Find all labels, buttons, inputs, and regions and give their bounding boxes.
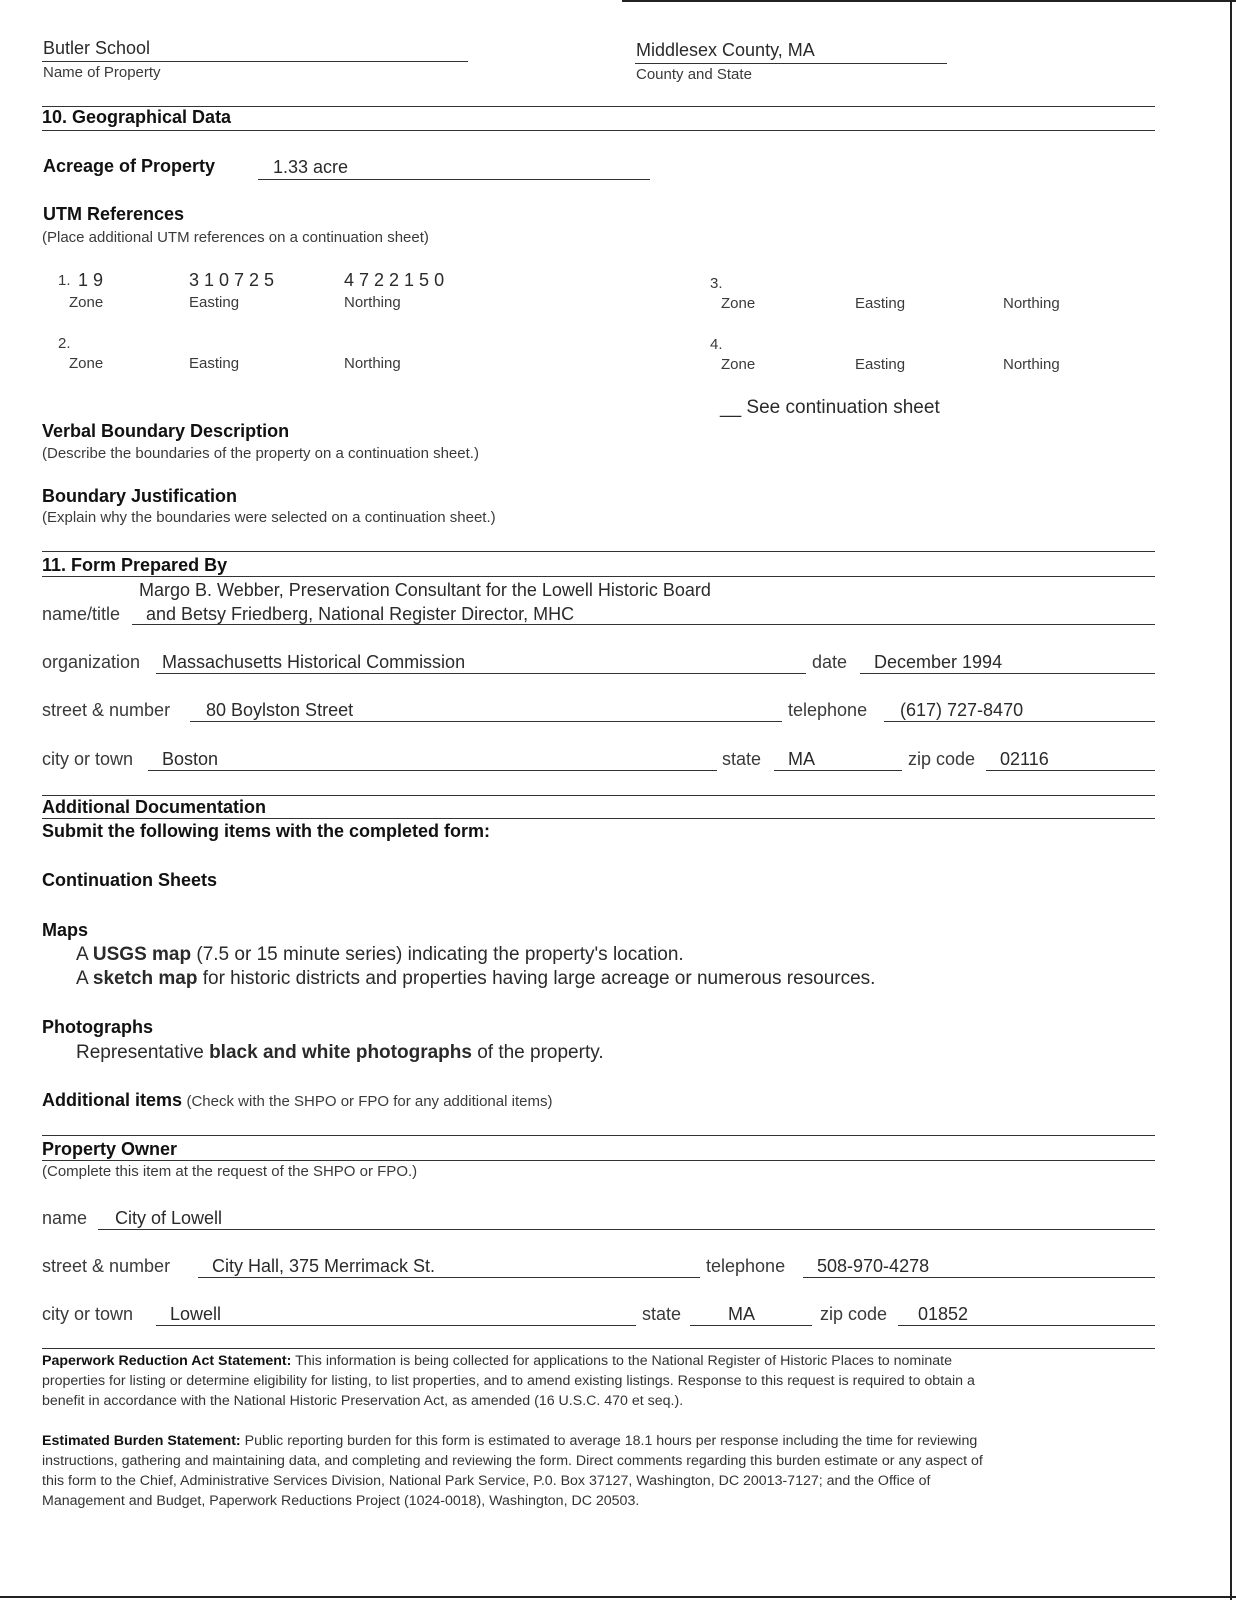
owner-state-label: state [642, 1304, 682, 1324]
photographs-item: Representative black and white photographs of the property. [76, 1042, 604, 1063]
utm-zone-label: Zone [69, 294, 104, 311]
utm-zone-label: Zone [721, 295, 756, 312]
telephone-value: (617) 727-8470 [900, 700, 1024, 720]
section-title: 10. Geographical Data [42, 107, 232, 127]
organization-value: Massachusetts Historical Commission [162, 652, 466, 672]
paperwork-reduction-statement: Paperwork Reduction Act Statement: This information is being collected for applications to the National Register of Historic Places to nominate properties for listing or determine eligibility for listing, to list properties, and to amend existing listings. Response to this request is required to obtain a benefit in accordance with the National Historic Preservation Act, as amended (16 U.S.C. 470 et seq.). [42, 1353, 975, 1409]
owner-state-value: MA [728, 1304, 755, 1324]
submit-instruction: Submit the following items with the completed form: [42, 821, 491, 841]
county-state-underline [635, 63, 947, 64]
usgs-map-term: USGS map [92, 944, 192, 965]
owner-city-value: Lowell [170, 1304, 222, 1324]
utm-ref-number: 3. [710, 275, 723, 292]
owner-zip-label: zip code [820, 1304, 888, 1324]
verbal-boundary-title: Verbal Boundary Description [42, 421, 290, 441]
zip-code-underline [986, 770, 1155, 771]
section-rule [42, 576, 1155, 577]
utm-zone-label: Zone [721, 356, 756, 373]
section-title: Property Owner [42, 1139, 178, 1159]
utm-northing-label: Northing [1003, 356, 1060, 373]
owner-note: (Complete this item at the request of the SHPO or FPO.) [42, 1163, 418, 1180]
utm-northing-value: 4 7 2 2 1 5 0 [344, 270, 445, 290]
name-title-value-line2: and Betsy Friedberg, National Register Director, MHC [146, 604, 575, 624]
additional-items-note: (Check with the SHPO or FPO for any additional items) [186, 1093, 553, 1110]
zip-code-label: zip code [908, 749, 976, 769]
owner-name-value: City of Lowell [115, 1208, 223, 1228]
section-rule [42, 551, 1155, 552]
verbal-boundary-note: (Describe the boundaries of the property on a continuation sheet.) [42, 445, 479, 462]
scan-edge-bottom [0, 1596, 1236, 1598]
utm-easting-label: Easting [189, 355, 240, 372]
utm-zone-label: Zone [69, 355, 104, 372]
utm-easting-value: 3 1 0 7 2 5 [189, 270, 275, 290]
section-title: 11. Form Prepared By [42, 555, 228, 575]
utm-easting-label: Easting [189, 294, 240, 311]
street-number-underline [190, 721, 782, 722]
acreage-value: 1.33 acre [273, 157, 349, 177]
paperwork-statement-title: Paperwork Reduction Act Statement: [42, 1353, 292, 1369]
owner-zip-underline [898, 1325, 1155, 1326]
utm-northing-label: Northing [1003, 295, 1060, 312]
utm-zone-value: 1 9 [78, 270, 104, 290]
owner-telephone-value: 508-970-4278 [817, 1256, 930, 1276]
owner-street-underline [198, 1277, 700, 1278]
name-title-value-line1: Margo B. Webber, Preservation Consultant for the Lowell Historic Board [139, 580, 711, 600]
county-state: Middlesex County, MA [636, 40, 815, 60]
owner-telephone-underline [803, 1277, 1155, 1278]
sketch-map-term: sketch map [92, 968, 198, 989]
boundary-justification-title: Boundary Justification [42, 486, 238, 506]
additional-items [42, 1090, 552, 1111]
utm-northing-label: Northing [344, 294, 401, 311]
owner-street-value: City Hall, 375 Merrimack St. [212, 1256, 436, 1276]
section-rule [42, 1135, 1155, 1136]
section-rule [42, 130, 1155, 131]
owner-street-label: street & number [42, 1256, 171, 1276]
additional-items-heading: Additional items [42, 1090, 183, 1110]
utm-ref-number: 1. [58, 272, 71, 289]
estimated-burden-statement: Estimated Burden Statement: Public reporting burden for this form is estimated to average 18.1 hours per response including the time for reviewing instructions, gathering and maintaining data, and completing and reviewing the form. Direct comments regarding this burden estimate or any aspect of this form to the Chief, Administrative Services Division, National Park Service, P.0. Box 37127, Washington, DC 20013-7127; and the Office of Management and Budget, Paperwork Reductions Project (1024-0018), Washington, DC 20503. [42, 1433, 983, 1509]
city-town-label: city or town [42, 749, 134, 769]
date-label: date [812, 652, 848, 672]
utm-ref-number: 4. [710, 336, 723, 353]
section-rule [42, 1348, 1155, 1349]
continuation-sheets-heading: Continuation Sheets [42, 870, 217, 890]
property-name: Butler School [43, 38, 151, 58]
section-rule [42, 795, 1155, 796]
boundary-justification-note: (Explain why the boundaries were selected on a continuation sheet.) [42, 509, 496, 526]
street-number-label: street & number [42, 700, 171, 720]
maps-item-sketch: A sketch map for historic districts and properties having large acreage or numerous resources. [76, 968, 876, 989]
property-name-underline [42, 61, 468, 62]
photographs-heading: Photographs [42, 1017, 153, 1037]
date-value: December 1994 [874, 652, 1003, 672]
organization-underline [156, 673, 806, 674]
section-rule [42, 1160, 1155, 1161]
name-title-label: name/title [42, 604, 121, 624]
utm-easting-label: Easting [855, 295, 906, 312]
utm-title: UTM References [43, 204, 185, 224]
photographs-term: black and white photographs [209, 1042, 472, 1063]
county-state-caption: County and State [636, 66, 752, 83]
city-town-value: Boston [162, 749, 219, 769]
utm-note: (Place additional UTM references on a continuation sheet) [42, 229, 429, 246]
acreage-label: Acreage of Property [43, 156, 216, 176]
burden-statement-title: Estimated Burden Statement: [42, 1433, 241, 1449]
state-label: state [722, 749, 762, 769]
zip-code-value: 02116 [1000, 749, 1049, 769]
telephone-label: telephone [788, 700, 868, 720]
telephone-underline [884, 721, 1155, 722]
acreage-underline [258, 179, 650, 180]
owner-name-label: name [42, 1208, 88, 1228]
date-underline [860, 673, 1155, 674]
owner-telephone-label: telephone [706, 1256, 786, 1276]
utm-northing-label: Northing [344, 355, 401, 372]
see-continuation-checkbox[interactable]: __ See continuation sheet [720, 397, 940, 418]
owner-state-underline [690, 1325, 812, 1326]
owner-zip-value: 01852 [918, 1304, 969, 1324]
owner-city-underline [156, 1325, 636, 1326]
owner-name-underline [98, 1229, 1155, 1230]
state-underline [774, 770, 902, 771]
section-title: Additional Documentation [42, 797, 266, 817]
organization-label: organization [42, 652, 141, 672]
maps-item-usgs: A USGS map (7.5 or 15 minute series) indicating the property's location. [76, 944, 684, 965]
city-town-underline [148, 770, 717, 771]
state-value: MA [788, 749, 815, 769]
maps-heading: Maps [42, 920, 89, 940]
scan-edge-right [1230, 0, 1232, 1600]
property-name-caption: Name of Property [43, 64, 161, 81]
utm-ref-number: 2. [58, 335, 71, 352]
street-number-value: 80 Boylston Street [206, 700, 354, 720]
owner-city-label: city or town [42, 1304, 134, 1324]
scan-edge-top [622, 0, 1236, 2]
utm-easting-label: Easting [855, 356, 906, 373]
section-rule [42, 818, 1155, 819]
name-title-underline [132, 624, 1155, 625]
